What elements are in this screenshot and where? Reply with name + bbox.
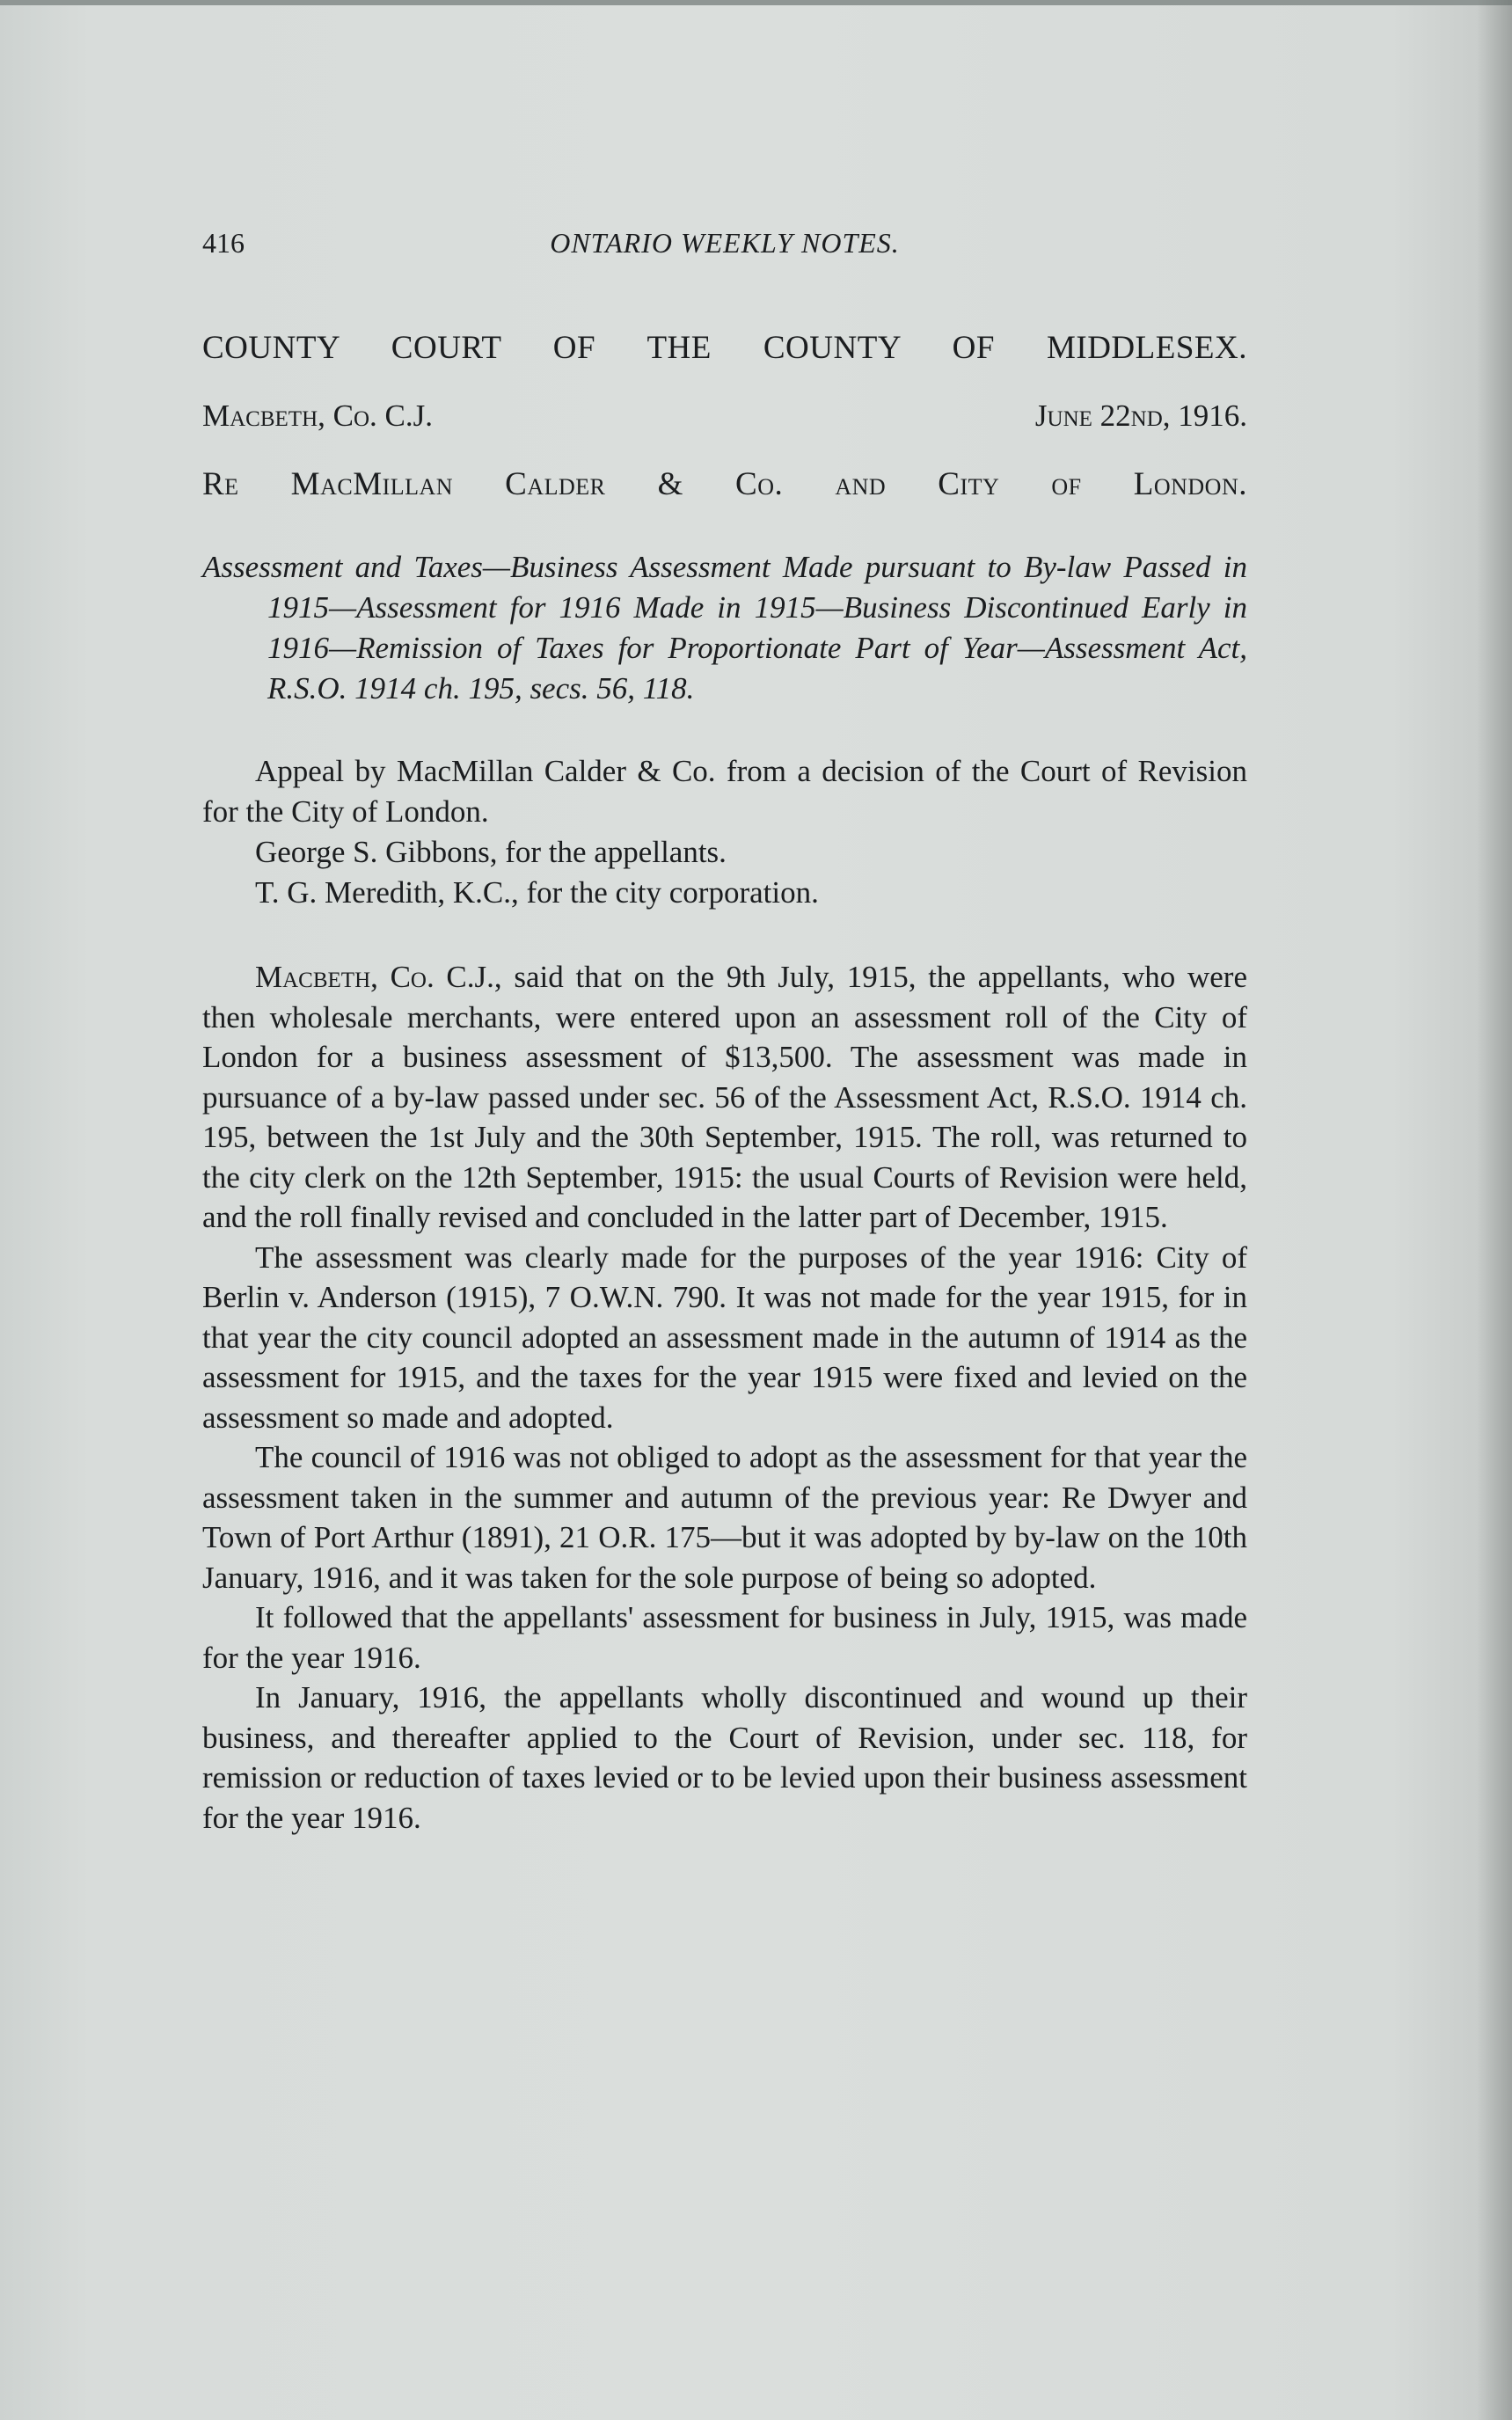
journal-title: ONTARIO WEEKLY NOTES. <box>550 227 900 259</box>
case-introduction <box>202 751 1247 913</box>
counsel-appellants: George S. Gibbons, for the appellants. <box>255 835 727 869</box>
opinion-paragraph: It followed that the appellants' assessment for business in July, 1915, was made for the year 1916. <box>202 1600 1247 1675</box>
opinion-paragraph-text: said that on the 9th July, 1915, the appellants, who were then wholesale merchants, were entered upon an assessment roll of the City of London for a business assessment of $13,500. The assessment was made in pursuance of a by-law passed under sec. 56 of the Assessment Act, R.S.O. 1914 ch. 195, between the 1st July and the 30th September, 1915. The roll, was returned to the city clerk on the 12th September, 1915: the usual Courts of Revision were held, and the roll finally revised and concluded in the latter part of December, 1915. <box>202 960 1247 1234</box>
opinion-paragraph: The council of 1916 was not obliged to adopt as the assessment for that year the assessment taken in the summer and autumn of the previous year: Re Dwyer and Town of Port Arthur (1891), 21 O.R. 175—but it was adopted by by-law on the 10th January, 1916, and it was taken for the sole purpose of being so adopted. <box>202 1440 1247 1595</box>
text-column <box>202 227 1247 1838</box>
case-title: Re MacMillan Calder & Co. and City of London. <box>202 466 1247 502</box>
counsel-respondent: T. G. Meredith, K.C., for the city corporation. <box>255 875 819 910</box>
appeal-statement: Appeal by MacMillan Calder & Co. from a decision of the Court of Revision for the City of London. <box>202 754 1247 829</box>
page-number: 416 <box>202 227 245 259</box>
opinion-paragraph: In January, 1916, the appellants wholly discontinued and wound up their business, and thereafter applied to the Court of Revision, under sec. 118, for remission or reduction of taxes levied or to be levied upon their business assessment for the year 1916. <box>202 1680 1247 1835</box>
page-gutter-shadow <box>1477 0 1512 2420</box>
decision-date: June 22nd, 1916. <box>1034 398 1247 433</box>
judge-date-line <box>202 398 1247 434</box>
opinion-paragraph: The assessment was clearly made for the purposes of the year 1916: City of Berlin v. Anderson (1915), 7 O.W.N. 790. It was not made for the year 1915, for in that year the city council adopted an assessment made in the autumn of 1914 as the assessment for 1915, and the taxes for the year 1915 were fixed and levied on the assessment so made and adopted. <box>202 1239 1247 1435</box>
opinion-paragraph <box>202 957 1247 1238</box>
judge-name: Macbeth, Co. C.J. <box>202 398 433 433</box>
running-head <box>202 227 1247 271</box>
headnote: Assessment and Taxes—Business Assessment Made pursuant to By-law Passed in 1915—Assessment for 1916 Made in 1915—Business Discontinued Early in 1916—Remission of Taxes for Proportionate Part of Year—Assessment Act, R.S.O. 1914 ch. 195, secs. 56, 118. <box>202 550 1247 706</box>
page-top-edge <box>0 0 1512 5</box>
opinion-judge: Macbeth, Co. C.J., <box>255 960 502 994</box>
opinion-body <box>202 957 1247 1838</box>
court-heading: COUNTY COURT OF THE COUNTY OF MIDDLESEX. <box>202 330 1247 366</box>
